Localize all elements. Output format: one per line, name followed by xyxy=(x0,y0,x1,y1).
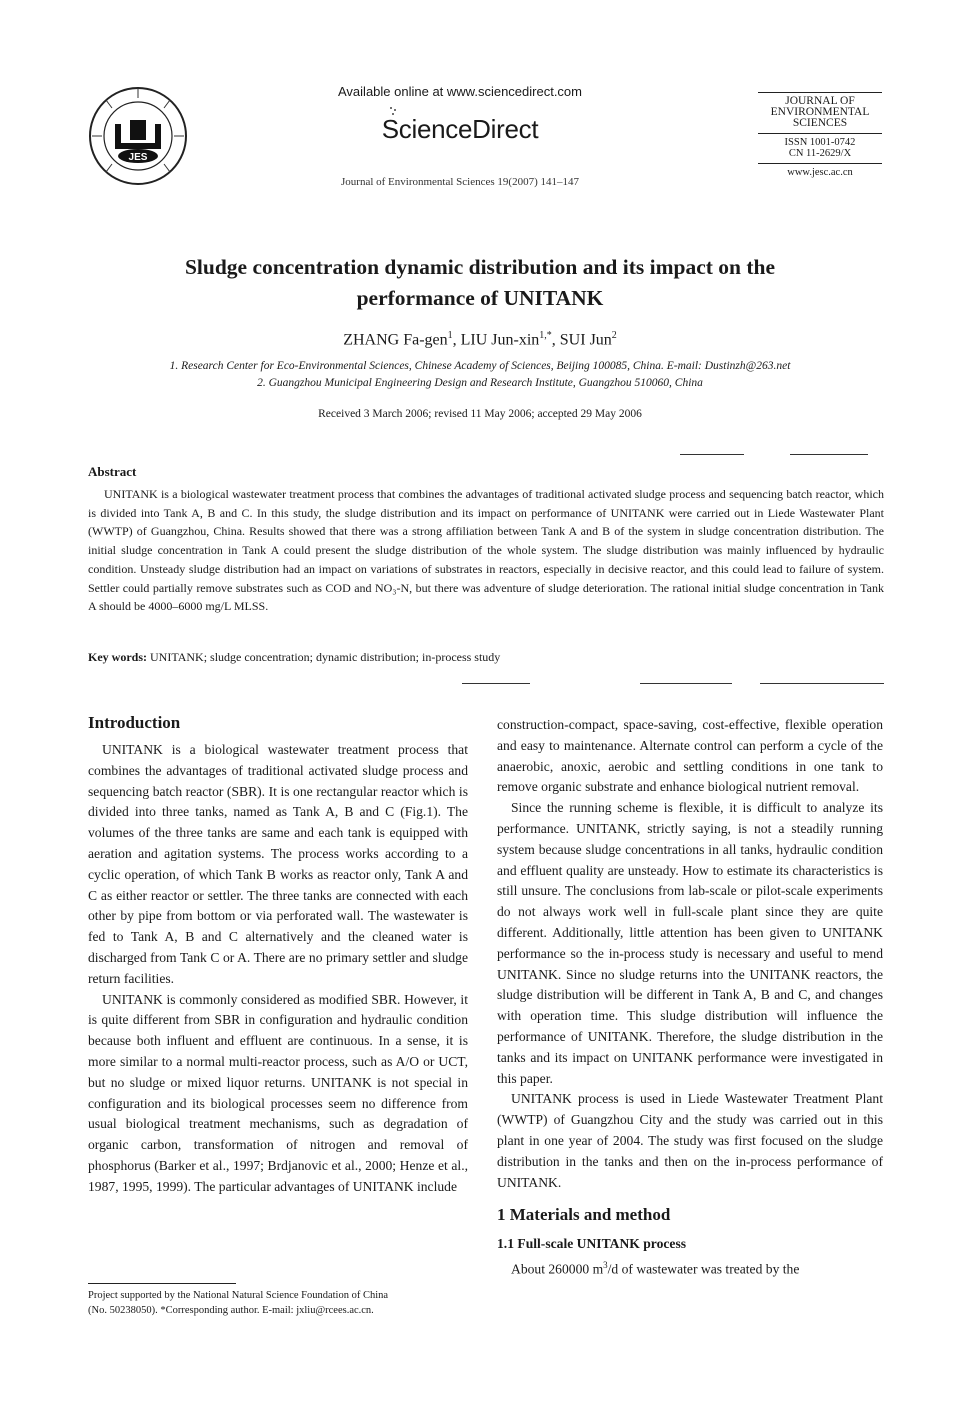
paper-title xyxy=(120,252,840,314)
keywords-text: UNITANK; sludge concentration; dynamic distribution; in-process study xyxy=(150,650,501,664)
journal-rule-mid xyxy=(758,133,882,134)
intro-paragraph-3: Since the running scheme is flexible, it is difficult to analyze its performance. UNITANK, strictly saying, is not a steadily running system because sludge concentrations in all tanks, hydraulic condition and effluent quality are unsteady. How to estimate its characteristics is still unsure. The conclusions from lab-scale or pilot-scale experiments do not always work well in full-scale plant since they are quite different. Additionally, little attention has been given to UNITANK performance so the in-process study is necessary and useful to mend UNITANK. Since no sludge returns into the UNITANK reactors, the sludge distribution will be different in Tank A, B and C, and changes with operation time. This sludge distribution will influence the performance of UNITANK. Therefore, the sludge distribution in the tanks and its impact on UNITANK performance were investigated in this paper. xyxy=(497,800,883,1086)
intro-paragraph-2: UNITANK is commonly considered as modified SBR. However, it is quite different from SBR in configuration and hydraulic condition because both influent and effluent are continuous. In a sense, it is more similar to a normal multi-reactor process, such as A/O or UCT, but no sludge or mixed liquor returns. UNITANK is not special in configuration and its biological processes seem no difference from usual biological treatment mechanisms, such as degradation of organic carbon, transformation of nitrogen and removal of phosphorus (Barker et al., 1997; Brdjanovic et al., 2000; Henze et al., 1987, 1995, 1999). The particular advantages of UNITANK include xyxy=(88,991,468,1194)
author-3: SUI Jun xyxy=(559,331,612,349)
affiliations xyxy=(100,358,860,392)
divider xyxy=(640,683,732,684)
received-dates: Received 3 March 2006; revised 11 May 2006; accepted 29 May 2006 xyxy=(318,408,642,420)
author-sep-2: , xyxy=(551,331,560,349)
jes-logo xyxy=(86,84,190,188)
author-1-affil: 1 xyxy=(447,330,453,341)
footnote-line-2: (No. 50238050). *Corresponding author. E-mail: jxliu@rcees.ac.cn. xyxy=(88,1305,374,1316)
journal-rule-bottom xyxy=(758,163,882,164)
logo-text: JES xyxy=(128,152,148,163)
journal-name-line2: ENVIRONMENTAL xyxy=(770,106,870,118)
title-line-2: performance of UNITANK xyxy=(356,286,604,310)
author-2-affil: 1,* xyxy=(539,330,552,341)
author-list xyxy=(120,330,840,349)
footnote xyxy=(88,1288,478,1318)
title-line-1: Sludge concentration dynamic distribution and its impact on the xyxy=(184,255,776,279)
author-1: ZHANG Fa-gen xyxy=(343,331,448,349)
author-3-affil: 2 xyxy=(611,330,617,341)
intro-paragraph-1: UNITANK is a biological wastewater treatment process that combines the advantages of traditional activated sludge process and sequencing batch reactor (SBR). It is one rectangular reactor which is divided into three tanks, named as Tank A, B and C (Fig.1). The volumes of the three tanks are same and each tank is equipped with aeration and agitation systems. The process works according to a cyclic operation, of which Tank B works as reactor only, Tank A and C as either reactor or settler. The three tanks are connected with each other by pipe from bottom or via perforated wall. The wastewater is fed to Tank A, B and C alternatively and the cleaned water is discharged from Tank C or A. There are no primary settler and sludge return facilities. xyxy=(88,742,468,986)
section-1-heading: 1 Materials and method xyxy=(497,1205,671,1225)
subsection-1-1-heading: 1.1 Full-scale UNITANK process xyxy=(497,1236,687,1252)
author-sep-1: , xyxy=(452,331,461,349)
journal-website: www.jesc.ac.cn xyxy=(787,167,853,178)
journal-box xyxy=(758,92,882,178)
keywords xyxy=(88,650,884,665)
affiliation-1: 1. Research Center for Eco-Environmental Sciences, Chinese Academy of Sciences, Beijing 100085, China. E-mail: Dustinzh@263.net xyxy=(169,360,791,372)
journal-rule-top xyxy=(758,92,882,93)
divider xyxy=(760,683,884,684)
intro-heading: Introduction xyxy=(88,713,181,732)
sciencedirect-brand: ScienceDirect xyxy=(381,114,539,144)
section-1-text-start: About 260000 m xyxy=(511,1261,604,1277)
divider xyxy=(790,454,868,455)
author-2: LIU Jun-xin xyxy=(460,331,540,349)
journal-name-line3: SCIENCES xyxy=(792,117,848,129)
left-column xyxy=(88,740,468,1198)
available-online: Available online at www.sciencedirect.com xyxy=(338,84,582,99)
intro-paragraph-4: UNITANK process is used in Liede Wastewater Treatment Plant (WWTP) of Guangzhou City and the study was carried out in this plant in one year of 2004. The study was first focused on the sludge distribution in the tanks and then on the in-process performance of UNITANK. xyxy=(497,1091,883,1190)
abstract-text: UNITANK is a biological wastewater treatment process that combines the advantages of traditional activated sludge process and sequencing batch reactor, which is divided into Tank A, B and C. In this study, the sludge distribution and its impact on performance of UNITANK were carried out in Liede Wastewater Plant (WWTP) of Guangzhou, China. Results showed that there was a strong affiliation between Tank A and B of the system in sludge concentration distribution. The initial sludge concentration in Tank A could present the sludge distribution of the whole system. The sludge distribution was mainly influenced by hydraulic condition. Unsteady sludge distribution had an impact on variations of substrates in reactors, especially in decisive reactor, and this could lead to failure of system. Settler could partially remove substrates such as COD and NO₃-N, but there was adventure of sludge deterioration. The rational initial sludge concentration in Tank A should be 4000–6000 mg/L MLSS. xyxy=(88,487,884,614)
affiliation-2: 2. Guangzhou Municipal Engineering Design and Research Institute, Guangzhou 510060, China xyxy=(257,377,703,389)
cn-number: CN 11-2629/X xyxy=(788,148,852,159)
keywords-label: Key words: xyxy=(88,650,147,664)
right-column xyxy=(497,715,883,1280)
abstract-heading: Abstract xyxy=(88,464,137,479)
section-1-unit-sup: 3 xyxy=(603,1259,608,1270)
intro-paragraph-2-continued: construction-compact, space-saving, cost-effective, flexible operation and easy to maintenance. Alternate control can perform a cycle of the anaerobic, anoxic, aerobic and settling conditions in one tank to remove organic substrate and enhance biological nutrient removal. xyxy=(497,717,883,795)
journal-name-line1: JOURNAL OF xyxy=(785,95,855,107)
issn: ISSN 1001-0742 xyxy=(784,137,856,148)
footnote-rule xyxy=(88,1283,236,1284)
journal-citation: Journal of Environmental Sciences 19(2007) 141–147 xyxy=(341,176,579,188)
divider xyxy=(462,683,530,684)
section-1-paragraph xyxy=(497,1255,883,1280)
section-1-text-end: /d of wastewater was treated by the xyxy=(607,1261,800,1277)
footnote-line-1: Project supported by the National Natural Science Foundation of China xyxy=(88,1290,389,1301)
divider xyxy=(680,454,744,455)
